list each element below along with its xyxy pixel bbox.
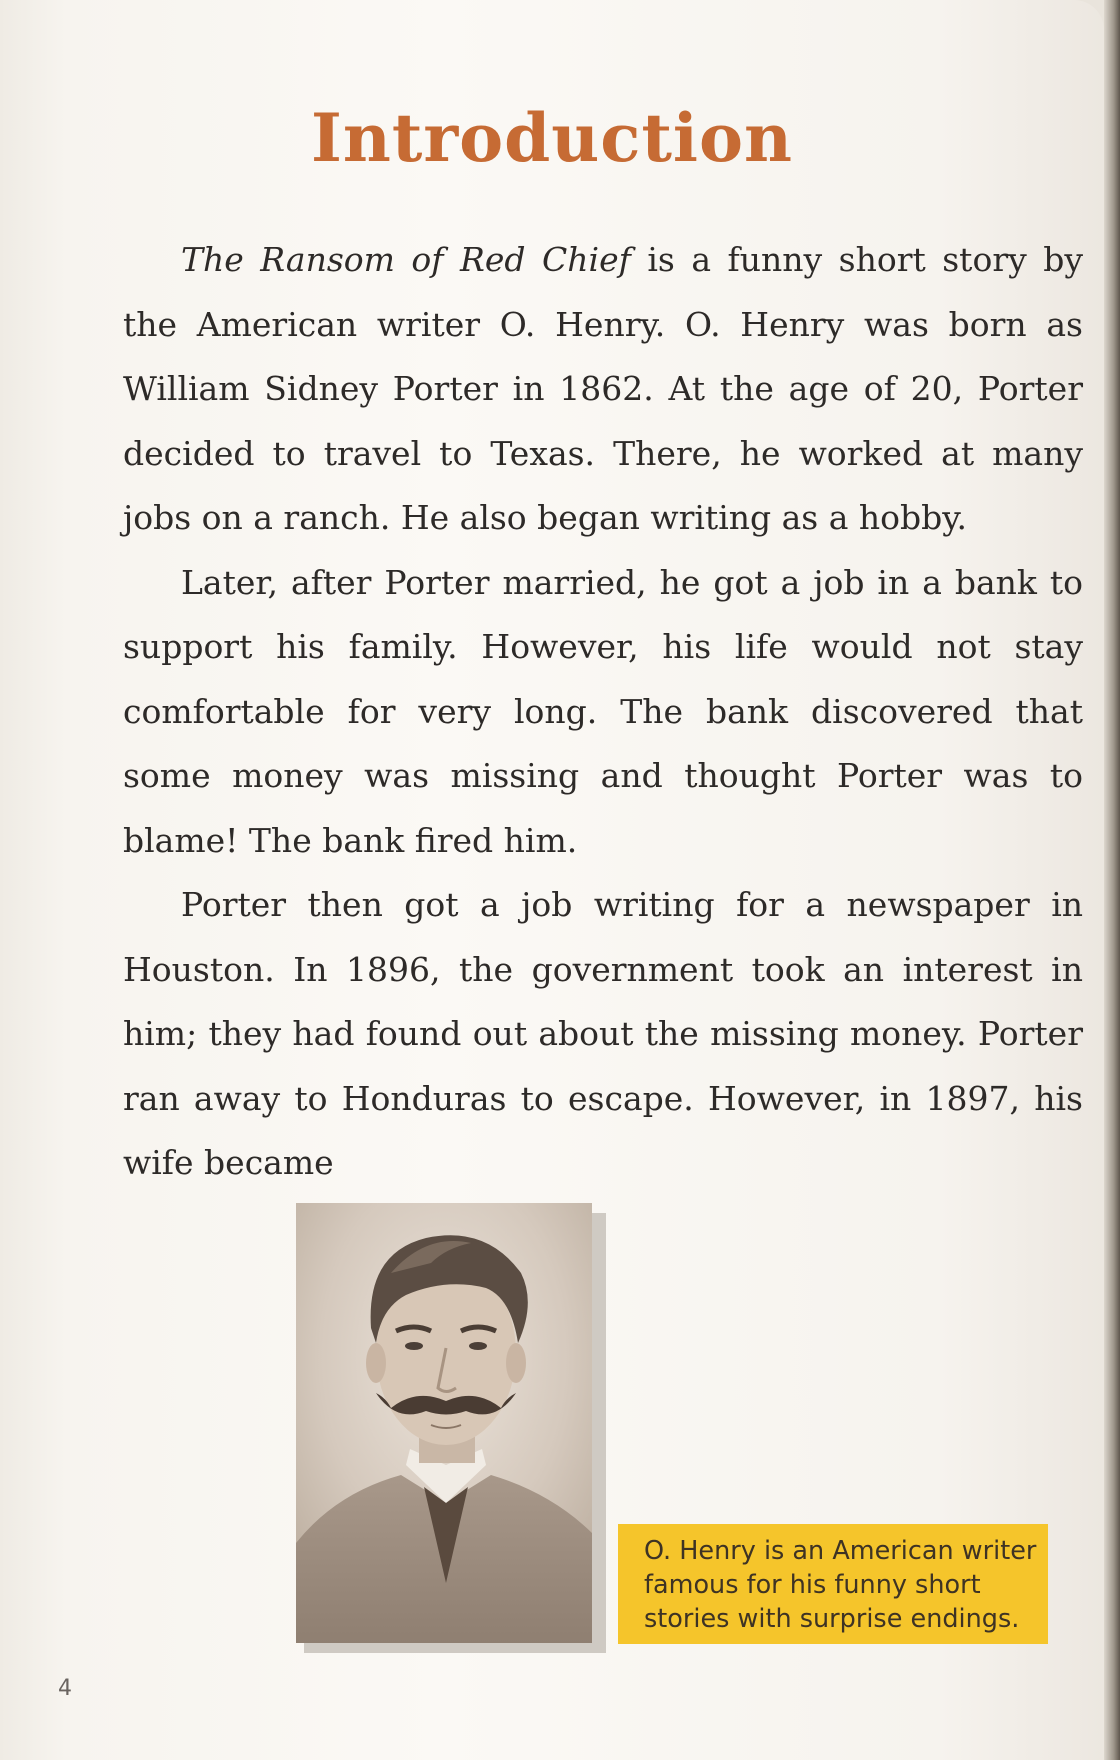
photo-caption <box>618 1524 1048 1644</box>
page-title: Introduction <box>310 99 794 178</box>
caption-line-1: O. Henry is an American writer <box>644 1536 1037 1566</box>
paragraph-1-text: is a funny short story by the American writer O. Henry. O. Henry was born as William Sidney Porter in 1862. At the age of 20, Porter decided to travel to Texas. There, he worked at many jobs on a ranch. He also began writing as a hobby. <box>123 240 1084 537</box>
paragraph-3: Porter then got a job writing for a newspaper in Houston. In 1896, the government took an interest in him; they had found out about the missing money. Porter ran away to Honduras to escape. However, in 1897, his wife became <box>123 885 1083 1182</box>
story-title-italic: The Ransom of Red Chief <box>181 240 631 279</box>
book-spine-edge <box>1104 0 1120 1760</box>
portrait-photo-icon <box>296 1203 592 1643</box>
caption-line-3: stories with surprise endings. <box>644 1604 1020 1634</box>
paragraph-1 <box>123 228 1083 551</box>
caption-line-2: famous for his funny short <box>644 1570 981 1600</box>
paragraph-2: Later, after Porter married, he got a job in a bank to support his family. However, his life would not stay comfortable for very long. The bank discovered that some money was missing and thought Porter was to blame! The bank fired him. <box>123 562 1083 860</box>
body-text <box>123 228 1083 1196</box>
page-number: 4 <box>58 1676 72 1701</box>
portrait-illustration <box>296 1203 592 1643</box>
